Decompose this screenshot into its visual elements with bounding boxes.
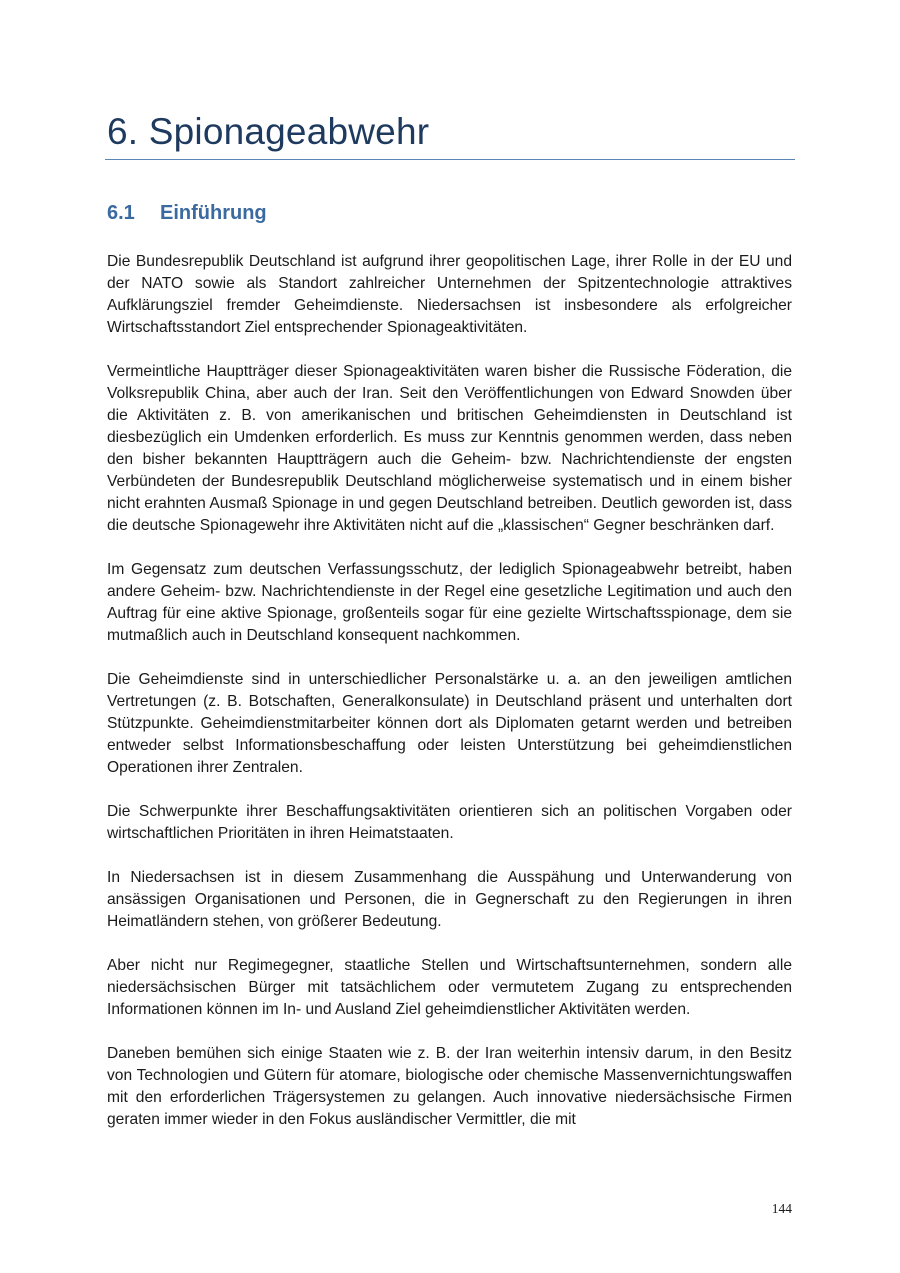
paragraph: Die Geheimdienste sind in unterschiedlicher Personalstärke u. a. an den jeweiligen amtlichen Vertretungen (z. B. Botschaften, Generalkonsulate) in Deutschland präsent und unterhalten dort Stützpunkte. Geheimdienstmitarbeiter können dort als Diplomaten getarnt werden und betreiben entweder selbst Informationsbeschaffung oder leisten Unterstützung bei geheimdienstlichen Operationen ihrer Zentralen. (107, 671, 792, 776)
paragraph: Vermeintliche Hauptträger dieser Spionageaktivitäten waren bisher die Russische Föderation, die Volksrepublik China, aber auch der Iran. Seit den Veröffentlichungen von Edward Snowden über die Aktivitäten z. B. von amerikanischen und britischen Geheimdiensten in Deutschland ist diesbezüglich ein Umdenken erforderlich. Es muss zur Kenntnis genommen werden, dass neben den bisher bekannten Hauptträgern auch die Geheim- bzw. Nachrichtendienste der engsten Verbündeten der Bundesrepublik Deutschland möglicherweise systematisch und in einem bisher nicht erahnten Ausmaß Spionage in und gegen Deutschland betreiben. Deutlich geworden ist, dass die deutsche Spionagewehr ihre Aktivitäten nicht auf die „klassischen“ Gegner beschränken darf. (107, 363, 792, 534)
paragraph: Die Bundesrepublik Deutschland ist aufgrund ihrer geopolitischen Lage, ihrer Rolle in der EU und der NATO sowie als Standort zahlreicher Unternehmen der Spitzentechnologie attraktives Aufklärungsziel fremder Geheimdienste. Niedersachsen ist insbesondere als erfolgreicher Wirtschaftsstandort Ziel entsprechender Spionageaktivitäten. (107, 253, 792, 336)
paragraph: Die Schwerpunkte ihrer Beschaffungsaktivitäten orientieren sich an politischen Vorgaben oder wirtschaftlichen Prioritäten in ihren Heimatstaaten. (107, 803, 792, 842)
paragraph: Daneben bemühen sich einige Staaten wie z. B. der Iran weiterhin intensiv darum, in den Besitz von Technologien und Gütern für atomare, biologische oder chemische Massenvernichtungswaffen mit den erforderlichen Trägersystemen zu gelangen. Auch innovative niedersächsische Firmen geraten immer wieder in den Fokus ausländischer Vermittler, die mit (107, 1045, 792, 1128)
chapter-title: 6. Spionageabwehr (107, 111, 430, 152)
page-number: 144 (771, 1201, 792, 1216)
section-number: 6.1 (107, 202, 135, 224)
section-heading (107, 199, 267, 227)
paragraph: Aber nicht nur Regimegegner, staatliche Stellen und Wirtschaftsunternehmen, sondern alle niedersächsischen Bürger mit tatsächlichem oder vermutetem Zugang zu entsprechenden Informationen können im In- und Ausland Ziel geheimdienstlicher Aktivitäten werden. (107, 957, 792, 1018)
section-title: Einführung (160, 202, 267, 224)
body-text (107, 251, 792, 1153)
paragraph: Im Gegensatz zum deutschen Verfassungsschutz, der lediglich Spionageabwehr betreibt, haben andere Geheim- bzw. Nachrichtendienste in der Regel eine gesetzliche Legitimation und auch den Auftrag für eine aktive Spionage, großenteils sogar für eine gezielte Wirtschaftsspionage, dem sie mutmaßlich auch in Deutschland konsequent nachkommen. (107, 561, 792, 644)
title-divider (105, 159, 795, 160)
paragraph: In Niedersachsen ist in diesem Zusammenhang die Ausspähung und Unterwanderung von ansässigen Organisationen und Personen, die in Gegnerschaft zu den Regierungen in ihren Heimatländern stehen, von größerer Bedeutung. (107, 869, 792, 930)
